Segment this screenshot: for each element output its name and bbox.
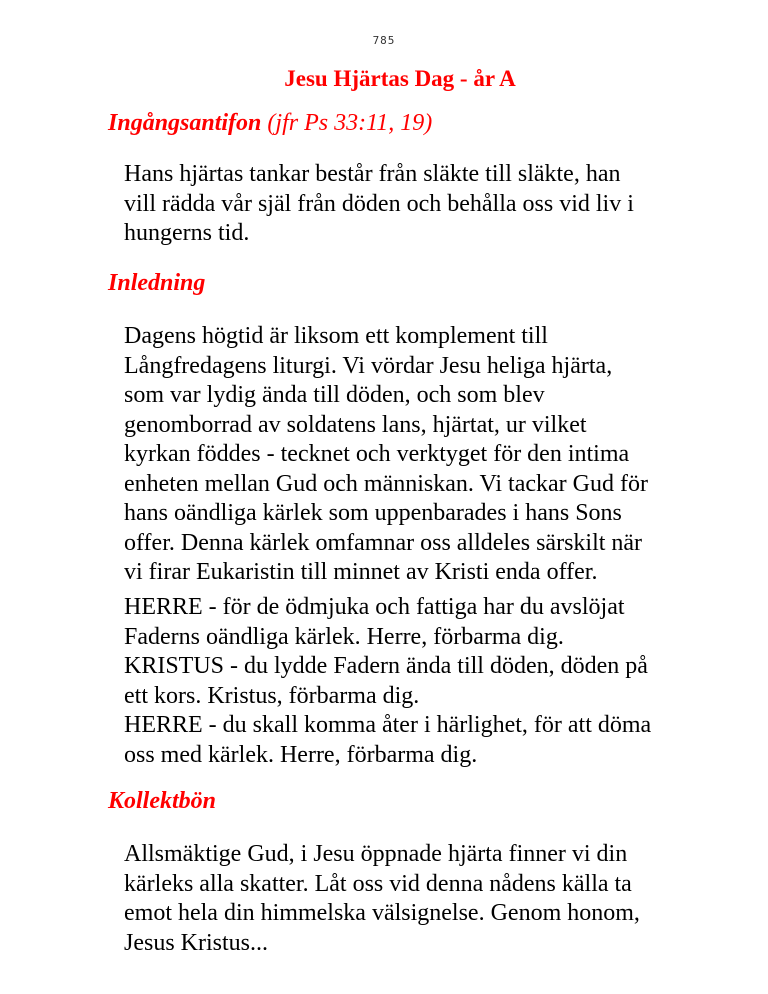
text-line: hungerns tid. — [124, 220, 250, 246]
text-line: HERRE - du skall komma åter i härlighet, för att döma — [124, 712, 652, 738]
text-line: enheten mellan Gud och människan. Vi tackar Gud för — [124, 470, 648, 497]
text-line: KRISTUS - du lydde Fadern ända till döden, döden på — [124, 653, 648, 679]
text-line: hans oändliga kärlek som uppenbarades i hans Sons — [124, 500, 622, 526]
collect-title: Kollektbön — [108, 788, 217, 814]
text-line: ett kors. Kristus, förbarma dig. — [124, 682, 420, 709]
introduction-heading — [108, 270, 205, 297]
introduction-text — [124, 322, 724, 588]
text-line: HERRE - för de ödmjuka och fattiga har du avslöjat — [124, 594, 625, 620]
text-line: vi firar Eukaristin till minnet av Kristi enda offer. — [124, 559, 598, 585]
entrance-antiphon-text — [124, 160, 724, 249]
text-line: kärleks alla skatter. Låt oss vid denna nådens källa ta — [124, 870, 632, 897]
text-line: offer. Denna kärlek omfamnar oss alldeles särskilt när — [124, 529, 643, 556]
introduction-title: Inledning — [108, 270, 206, 296]
text-line: Faderns oändliga kärlek. Herre, förbarma dig. — [124, 623, 564, 650]
entrance-antiphon-title: Ingångsantifon — [108, 110, 262, 136]
text-line: Hans hjärtas tankar består från släkte till släkte, han — [124, 161, 621, 187]
page-title: Jesu Hjärtas Dag - år A — [284, 66, 516, 91]
text-line: kyrkan föddes - tecknet och verktyget för den intima — [124, 441, 630, 467]
text-line: Jesus Kristus... — [124, 929, 269, 956]
text-line: oss med kärlek. Herre, förbarma dig. — [124, 741, 478, 768]
collect-heading — [108, 788, 216, 815]
text-line: Allsmäktige Gud, i Jesu öppnade hjärta finner vi din — [124, 841, 628, 867]
kyrie-text — [124, 593, 724, 770]
text-line: genomborrad av soldatens lans, hjärtat, ur vilket — [124, 411, 587, 438]
entrance-antiphon-heading — [108, 110, 432, 137]
entrance-antiphon-reference: (jfr Ps 33:11, 19) — [267, 110, 433, 136]
text-line: som var lydig ända till döden, och som blev — [124, 382, 545, 408]
text-line: emot hela din himmelska välsignelse. Genom honom, — [124, 900, 640, 926]
page-number: 785 — [372, 34, 396, 47]
collect-text — [124, 840, 724, 958]
text-line: vill rädda vår själ från döden och behålla oss vid liv i — [124, 190, 634, 217]
text-line: Långfredagens liturgi. Vi vördar Jesu heliga hjärta, — [124, 352, 613, 379]
text-line: Dagens högtid är liksom ett komplement till — [124, 323, 548, 349]
